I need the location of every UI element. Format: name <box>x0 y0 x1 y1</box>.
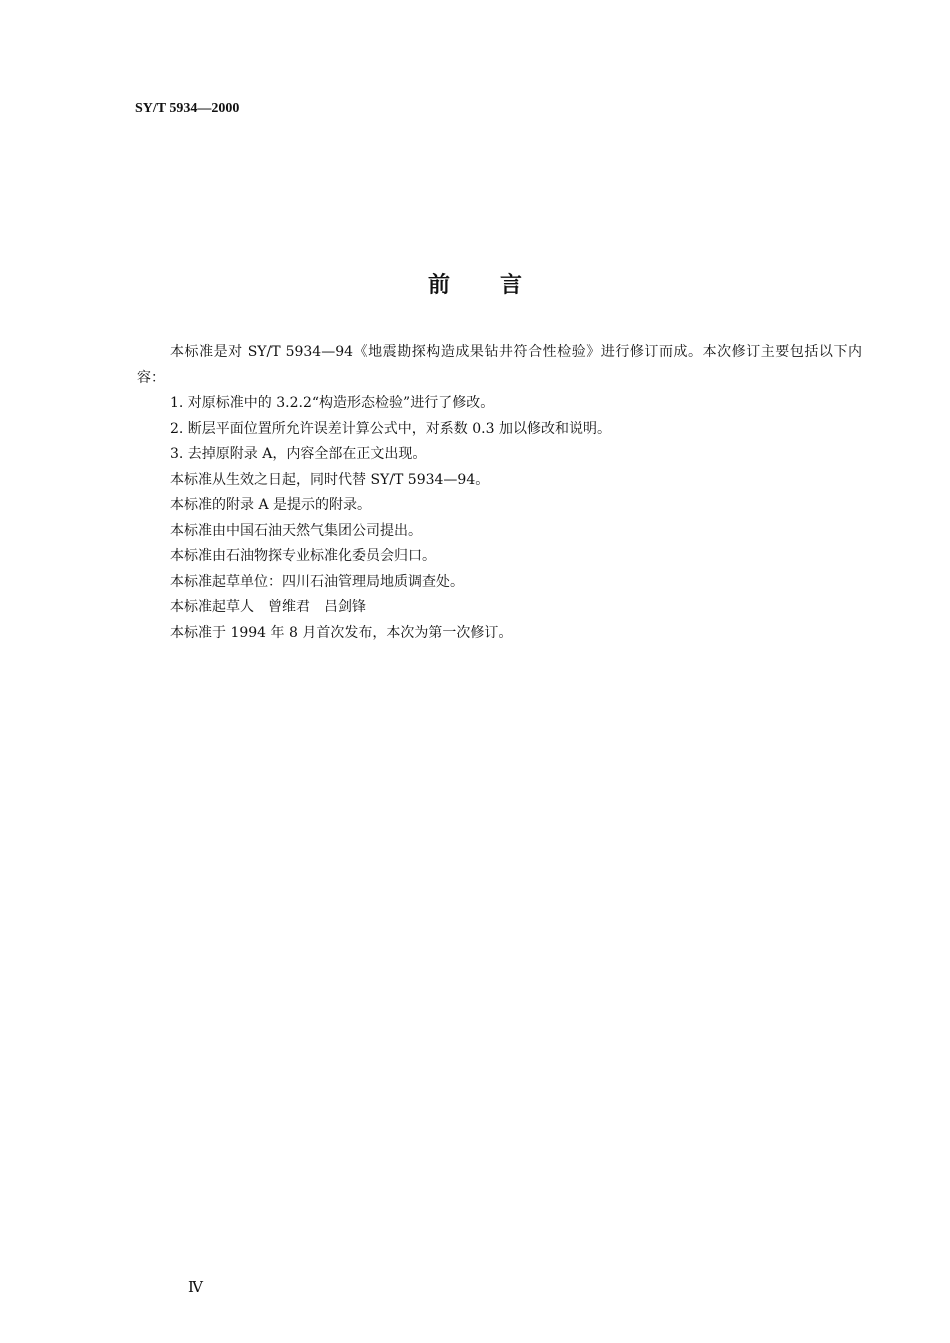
paragraph-intro: 本标准是对 SY/T 5934—94《地震勘探构造成果钻井符合性检验》进行修订而成。本次修订主要包括以下内容： <box>137 344 862 386</box>
paragraph-item-1: 1. 对原标准中的 3.2.2“构造形态检验”进行了修改。 <box>170 395 495 411</box>
paragraph-drafters: 本标准起草人 曾维君 吕剑锋 <box>170 599 366 615</box>
paragraph-drafting-unit: 本标准起草单位：四川石油管理局地质调查处。 <box>170 573 464 590</box>
paragraph-appendix: 本标准的附录 A 是提示的附录。 <box>170 497 372 513</box>
page-number: Ⅳ <box>188 1280 203 1296</box>
paragraph-history: 本标准于 1994 年 8 月首次发布，本次为第一次修订。 <box>170 624 513 641</box>
foreword-title <box>0 268 950 299</box>
standard-code-header: SY/T 5934—2000 <box>135 101 240 116</box>
paragraph-committee: 本标准由石油物探专业标准化委员会归口。 <box>170 548 436 564</box>
foreword-body <box>137 340 862 646</box>
paragraph-item-2: 2. 断层平面位置所允许误差计算公式中，对系数 0.3 加以修改和说明。 <box>170 420 611 437</box>
title-char-2: 言 <box>500 273 523 298</box>
title-char-1: 前 <box>427 273 450 298</box>
paragraph-proposer: 本标准由中国石油天然气集团公司提出。 <box>170 522 422 539</box>
paragraph-item-3: 3. 去掉原附录 A，内容全部在正文出现。 <box>170 446 427 462</box>
paragraph-replacement: 本标准从生效之日起，同时代替 SY/T 5934—94。 <box>170 471 490 488</box>
